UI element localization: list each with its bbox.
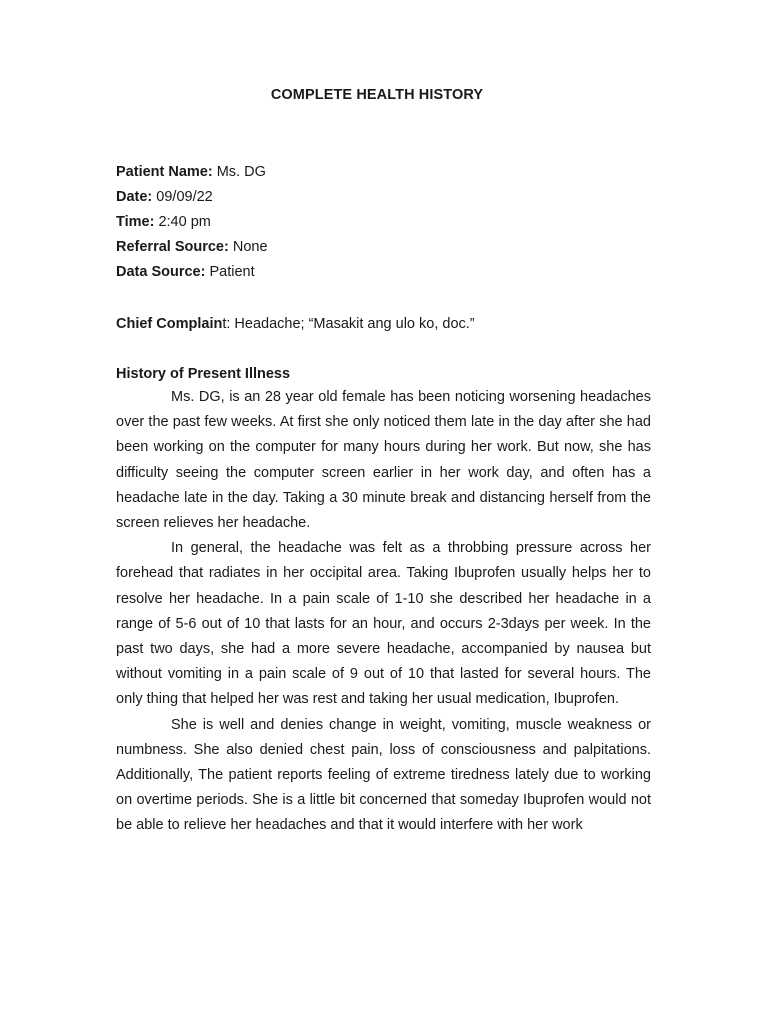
hpi-paragraph: In general, the headache was felt as a throbbing pressure across her forehead that radiates in her occipital area. Taking Ibuprofen usually helps her to resolve her headache. In a pain scale of 1-10 she described her headache in a range of 5-6 out of 10 that lasts for an hour, and occurs 2-3days per week. In the past two days, she had a more severe headache, accompanied by nausea but without vomiting in a pain scale of 9 out of 10 that lasted for several hours. The only thing that helped her was rest and taking her usual medication, Ibuprofen. [116,540,651,708]
field-label: Referral Source: [116,239,229,255]
date-field [116,187,656,212]
chief-complaint-label: Chief Complain [116,316,223,332]
field-label: Patient Name: [116,164,213,180]
hpi-heading: History of Present Illness [116,366,291,382]
chief-complaint [116,314,656,334]
referral-source-field [116,237,656,262]
field-value: 2:40 pm [154,214,211,230]
hpi-paragraph: Ms. DG, is an 28 year old female has been noticing worsening headaches over the past few weeks. At first she only noticed them late in the day after she had been working on the computer for many hours during her work. But now, she has difficulty seeing the computer screen earlier in her work day, and often has a headache late in the day. Taking a 30 minute break and distancing herself from the screen relieves her headache. [116,389,651,532]
document-title: COMPLETE HEALTH HISTORY [270,87,484,103]
hpi-body [116,385,651,839]
patient-info-fields [116,162,656,287]
data-source-field [116,262,656,287]
time-field [116,212,656,237]
field-label: Data Source: [116,264,206,280]
field-value: Ms. DG [212,164,266,180]
patient-name-field [116,162,656,187]
field-value: 09/09/22 [152,189,213,205]
field-value: Patient [205,264,255,280]
field-value: None [228,239,268,255]
field-label: Date: [116,189,153,205]
field-label: Time: [116,214,155,230]
hpi-paragraph: She is well and denies change in weight, vomiting, muscle weakness or numbness. She also denied chest pain, loss of consciousness and palpitations. Additionally, The patient reports feeling of extreme tiredness lately due to working on overtime periods. She is a little bit concerned that someday Ibuprofen would not be able to relieve her headaches and that it would interfere with her work [116,716,651,834]
chief-complaint-value: t: Headache; “Masakit ang ulo ko, doc.” [222,316,475,332]
